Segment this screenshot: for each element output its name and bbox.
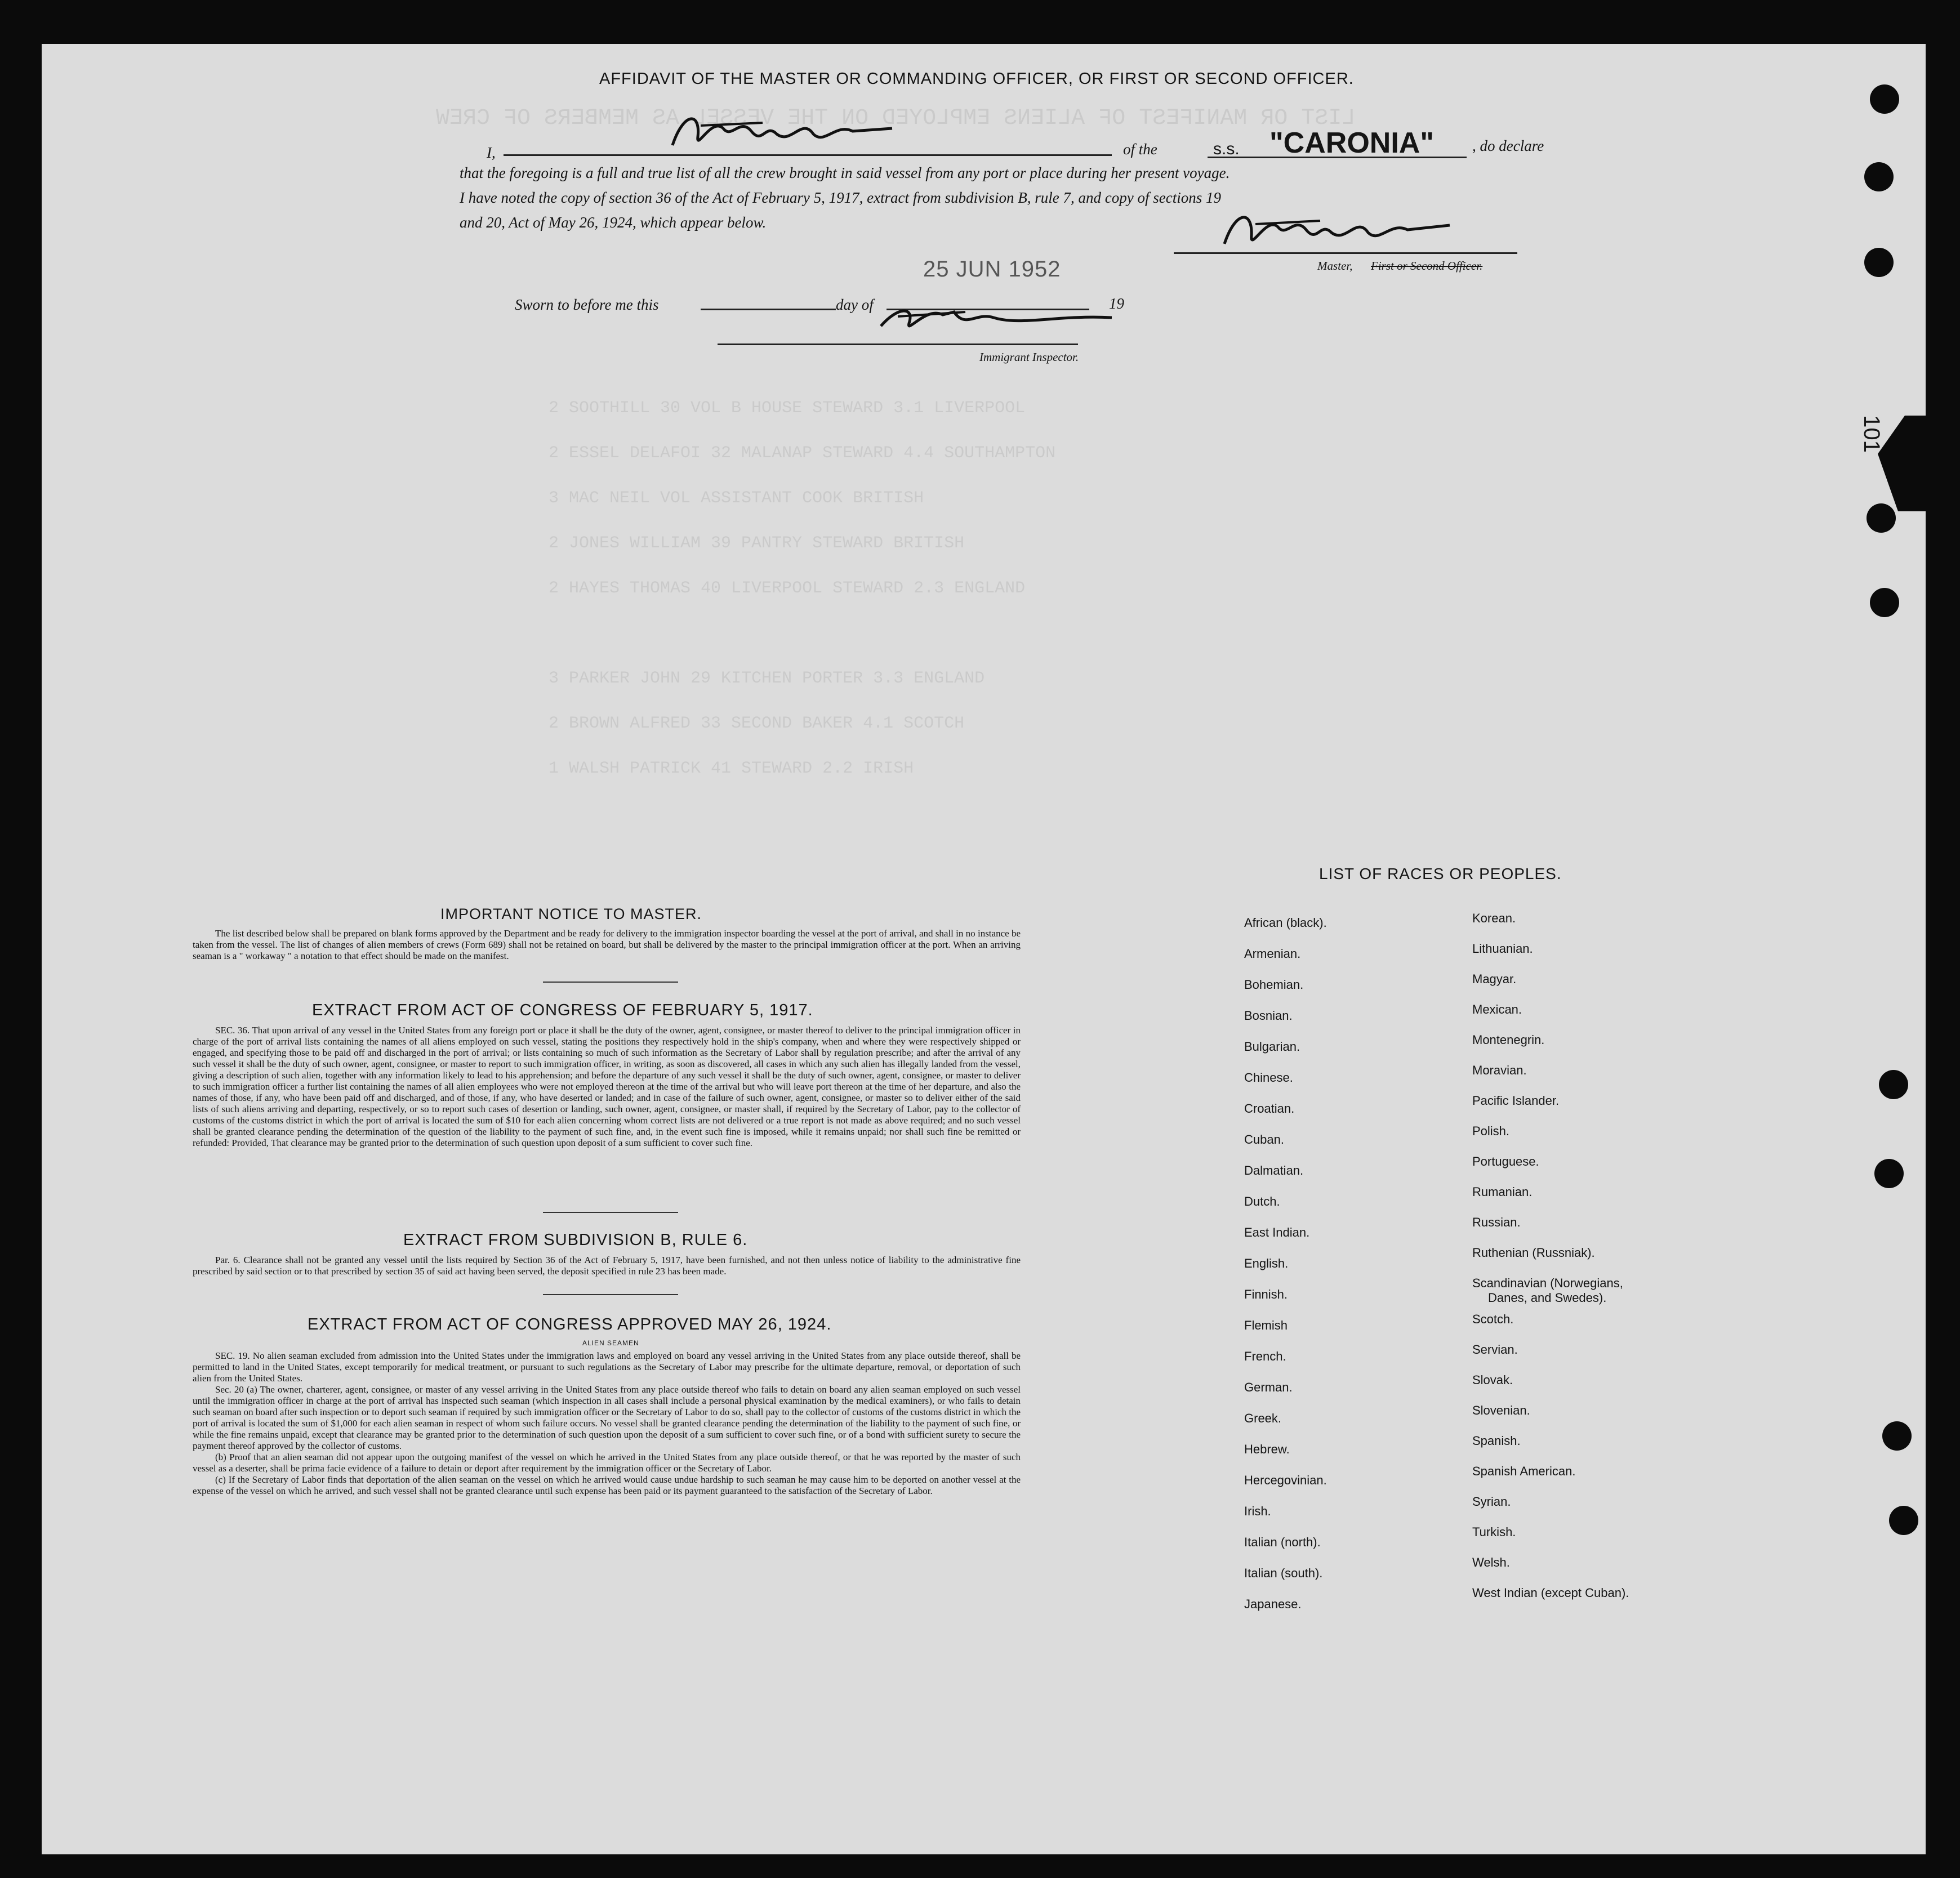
affidavit-line-4: and 20, Act of May 26, 1924, which appear below. (460, 214, 767, 231)
race-item: Magyar. (1472, 972, 1517, 986)
race-item: East Indian. (1244, 1225, 1310, 1239)
ship-line (1208, 157, 1467, 158)
race-item: Polish. (1472, 1124, 1510, 1138)
race-item: Croatian. (1244, 1101, 1295, 1116)
punch-hole (1889, 1506, 1918, 1535)
race-item: Mexican. (1472, 1002, 1522, 1016)
master-caption-struck: First or Second Officer. (1371, 259, 1483, 273)
race-item: Slovak. (1472, 1373, 1513, 1387)
day-of-label: day of (836, 296, 874, 313)
show-through-row: 2 JONES WILLIAM 39 PANTRY STEWARD BRITISH (549, 534, 965, 553)
race-item: Scandinavian (Norwegians, (1472, 1276, 1623, 1290)
inspector-caption: Immigrant Inspector. (979, 350, 1079, 364)
race-item: German. (1244, 1380, 1293, 1394)
race-item: Finnish. (1244, 1287, 1288, 1301)
race-item: Syrian. (1472, 1495, 1511, 1509)
show-through-row: 2 ESSEL DELAFOI 32 MALANAP STEWARD 4.4 SOUTHAMPTON (549, 444, 1056, 463)
punch-hole (1870, 588, 1899, 617)
race-item: Welsh. (1472, 1555, 1510, 1569)
race-item: Hebrew. (1244, 1442, 1290, 1456)
race-item: English. (1244, 1256, 1289, 1270)
race-item: Irish. (1244, 1504, 1271, 1518)
of-the-label: of the (1123, 141, 1157, 158)
notice-title: IMPORTANT NOTICE TO MASTER. (440, 905, 702, 922)
sec20b-paragraph: (b) Proof that an alien seaman did not appear upon the outgoing manifest of the vessel on which he arrived in the United States from any place outside thereof, or that he was reported by the master of such vessel as a deserter, shall be prima facie evidence of a failure to detain or deport after requirement by the immigration officer or the Secretary of Labor. (193, 1452, 1021, 1474)
race-item: French. (1244, 1349, 1286, 1363)
race-item-continued: Danes, and Swedes). (1488, 1291, 1607, 1305)
sec20c-paragraph: (c) If the Secretary of Labor finds that deportation of the alien seaman on the vessel on which he arrived would cause undue hardship to such seaman he may cause him to be deported on another vessel at the expense of the vessel on which he arrived, and such vessel shall not be granted clearance until such expense has been paid or its payment guaranteed to the satisfaction of the Secretary of Labor. (193, 1474, 1021, 1496)
race-item: Lithuanian. (1472, 942, 1533, 956)
section-divider (543, 1212, 678, 1213)
show-through-row: 3 MAC NEIL VOL ASSISTANT COOK BRITISH (549, 489, 924, 508)
race-item: Moravian. (1472, 1063, 1527, 1077)
master-signature-line (1174, 252, 1517, 254)
races-title: LIST OF RACES OR PEOPLES. (1319, 865, 1562, 882)
extract-1917-body: SEC. 36. That upon arrival of any vessel in the United States from any foreign port or place it shall be the duty of the owner, agent, consignee, or master thereof to deliver to the principal immigration officer in charge of the port of arrival lists containing the names of all aliens employed on such vessel, stating the positions they respectively hold in the ship's company, when and where they were respectively shipped or engaged, and specifying those to be paid off and discharged in the port of arrival; or lists containing so much of such information as the Secretary of Labor shall by regulation prescribe; and after the arrival of any such vessel it shall be the duty of such owner, agent, consignee, or master to report to such immigration officer, in writing, as soon as discovered, all cases in which any such alien has illegally landed from the vessel, giving a description of such alien, together with any information likely to lead to his apprehension; and before the departure of any such vessel it shall be the duty of such owner, agent, consignee, or master to deliver to such immigration officer a further list containing the names of all alien employees who were not employed thereon at the time of the arrival but who will leave port thereon at the time of her departure, and also the names of those, if any, who have been paid off and discharged, and of those, if any, who have deserted or landed; and in case of the failure of such owner, agent, consignee, or master so to deliver either of the said lists of such aliens arriving and departing, respectively, or so to report such cases of desertion or landing, such owner, agent, consignee, or master shall, if required by the Secretary of Labor, pay to the collector of customs of the customs district in which the port of arrival is located the sum of $10 for each alien concerning whom correct lists are not delivered or a true report is not made as above required; and no such vessel shall be granted clearance pending the determination of the question of the liability to the payment of such fine, and, in the event such fine is imposed, while it remains unpaid; nor shall such fine be remitted or refunded: Provided, That clearance may be granted prior to the determination of such question upon deposit of a sum sufficient to cover such fine. (193, 1025, 1021, 1148)
race-item: Spanish. (1472, 1434, 1521, 1448)
master-signature-top (667, 106, 903, 157)
sworn-label: Sworn to before me this (515, 296, 659, 313)
inspector-signature (875, 295, 1123, 340)
section-divider (543, 982, 678, 983)
year-prefix: 19 (1109, 295, 1124, 312)
ship-name: "CARONIA" (1269, 127, 1434, 159)
race-item: Bohemian. (1244, 978, 1304, 992)
show-through-text: LIST OR MANIFEST OF ALIENS EMPLOYED ON THE VESSEL AS MEMBERS OF CREW (436, 106, 1356, 131)
race-item: Greek. (1244, 1411, 1282, 1425)
inspector-line (718, 344, 1078, 345)
punch-hole (1879, 1070, 1908, 1099)
race-item: Scotch. (1472, 1312, 1514, 1326)
race-item: Chinese. (1244, 1070, 1293, 1085)
race-item: Bulgarian. (1244, 1040, 1300, 1054)
race-item: Ruthenian (Russniak). (1472, 1246, 1595, 1260)
rule6-body: Par. 6. Clearance shall not be granted any vessel until the lists required by Section 36 of the Act of February 5, 1917, have been furnished, and not then unless notice of liability to the administrative fine prescribed by said section or to that prescribed by section 35 of said act having been served, the deposit specified in rule 23 has been made. (193, 1255, 1021, 1277)
race-item: Dutch. (1244, 1194, 1280, 1208)
sec20a-paragraph: Sec. 20 (a) The owner, charterer, agent, consignee, or master of any vessel arriving in the United States from any place outside thereof who fails to detain on board any alien seaman employed on such vessel until the immigration officer in charge at the port of arrival has inspected such seaman (which inspection in all cases shall include a personal physical examination by the medical examiners), or who fails to detain such seaman on board after such inspection or to deport such seaman if required by such immigration officer or the Secretary of Labor to do so, shall pay to the collector of customs of the customs district in which the port of arrival is located the sum of $1,000 for each alien seaman in respect of whom such failure occurs. No vessel shall be granted clearance pending the determination of the liability to the payment of such fine, or while the fine remains unpaid, except that clearance may be granted prior to the determination of such question upon the deposit of a sum sufficient to cover such fine, or of a bond with sufficient surety to secure the payment thereof approved by the collector of customs. (193, 1384, 1021, 1451)
do-declare-label: , do declare (1472, 137, 1544, 154)
punch-hole (1864, 162, 1894, 191)
sworn-day-line (701, 309, 836, 310)
extract-1917-title: EXTRACT FROM ACT OF CONGRESS OF FEBRUARY 5, 1917. (312, 1001, 813, 1019)
race-item: Italian (south). (1244, 1566, 1323, 1580)
show-through-row: 1 WALSH PATRICK 41 STEWARD 2.2 IRISH (549, 759, 914, 778)
race-item: Pacific Islander. (1472, 1094, 1560, 1108)
punch-hole (1870, 84, 1899, 114)
date-stamp: 25 JUN 1952 (923, 257, 1061, 282)
affidavit-line-2: that the foregoing is a full and true list of all the crew brought in said vessel from any port or place during her present voyage. (460, 164, 1230, 181)
margin-note: 101 (1859, 415, 1884, 453)
race-item: West Indian (except Cuban). (1472, 1586, 1629, 1600)
race-item: Portuguese. (1472, 1154, 1539, 1168)
race-item: Cuban. (1244, 1132, 1284, 1147)
race-item: Spanish American. (1472, 1464, 1576, 1478)
race-item: Turkish. (1472, 1525, 1516, 1539)
sec19-paragraph: SEC. 19. No alien seaman excluded from admission into the United States under the immigration laws and employed on board any vessel arriving in the United States from any place outside thereof, shall be permitted to land in the United States, except temporarily for medical treatment, or pursuant to such regulations as the Secretary of Labor may prescribe for the ultimate departure, removal, or deportation of such alien from the United States. (193, 1350, 1021, 1384)
race-item: Japanese. (1244, 1597, 1302, 1611)
race-item: African (black). (1244, 916, 1327, 930)
document-page (42, 44, 1926, 1854)
race-item: Korean. (1472, 911, 1516, 925)
show-through-row: 2 BROWN ALFRED 33 SECOND BAKER 4.1 SCOTCH (549, 714, 965, 733)
extract-1924-body (193, 1350, 1021, 1497)
race-item: Italian (north). (1244, 1535, 1321, 1549)
master-caption: Master, (1317, 259, 1353, 273)
race-item: Slovenian. (1472, 1403, 1530, 1417)
race-item: Russian. (1472, 1215, 1521, 1229)
punch-hole (1874, 1159, 1904, 1188)
punch-hole (1882, 1421, 1912, 1451)
affidavit-line-3: I have noted the copy of section 36 of the Act of February 5, 1917, extract from subdivision B, rule 7, and copy of sections 19 (460, 189, 1221, 206)
page-edge-notch (1878, 416, 1945, 511)
race-item: Montenegrin. (1472, 1033, 1545, 1047)
master-signature (1219, 202, 1467, 258)
race-item: Bosnian. (1244, 1009, 1293, 1023)
rule6-title: EXTRACT FROM SUBDIVISION B, RULE 6. (403, 1231, 748, 1249)
extract-1924-title: EXTRACT FROM ACT OF CONGRESS APPROVED MAY 26, 1924. (308, 1315, 832, 1333)
race-item: Rumanian. (1472, 1185, 1533, 1199)
race-item: Hercegovinian. (1244, 1473, 1327, 1487)
affidavit-title: AFFIDAVIT OF THE MASTER OR COMMANDING OFFICER, OR FIRST OR SECOND OFFICER. (599, 70, 1354, 88)
i-label: I, (487, 144, 496, 161)
race-item: Armenian. (1244, 947, 1301, 961)
notice-body: The list described below shall be prepared on blank forms approved by the Department and be ready for delivery to the immigration inspector boarding the vessel at the port of arrival, and shall in no instance be taken from the vessel. The list of changes of alien members of crews (Form 689) shall not be retained on board, but shall be delivered by the master to the principal immigration officer at the port. When an arriving seaman is a " workaway " a notation to that effect should be made on the manifest. (193, 928, 1021, 961)
punch-hole (1867, 503, 1896, 533)
race-item: Flemish (1244, 1318, 1288, 1332)
alien-seamen-subtitle: ALIEN SEAMEN (582, 1339, 639, 1347)
ship-prefix: s.s. (1213, 140, 1240, 158)
section-divider (543, 1294, 678, 1295)
race-item: Servian. (1472, 1342, 1518, 1357)
race-item: Dalmatian. (1244, 1163, 1304, 1177)
show-through-row: 2 HAYES THOMAS 40 LIVERPOOL STEWARD 2.3 ENGLAND (549, 579, 1026, 598)
show-through-row: 3 PARKER JOHN 29 KITCHEN PORTER 3.3 ENGLAND (549, 669, 985, 688)
show-through-row: 2 SOOTHILL 30 VOL B HOUSE STEWARD 3.1 LIVERPOOL (549, 399, 1026, 418)
punch-hole (1864, 248, 1894, 277)
